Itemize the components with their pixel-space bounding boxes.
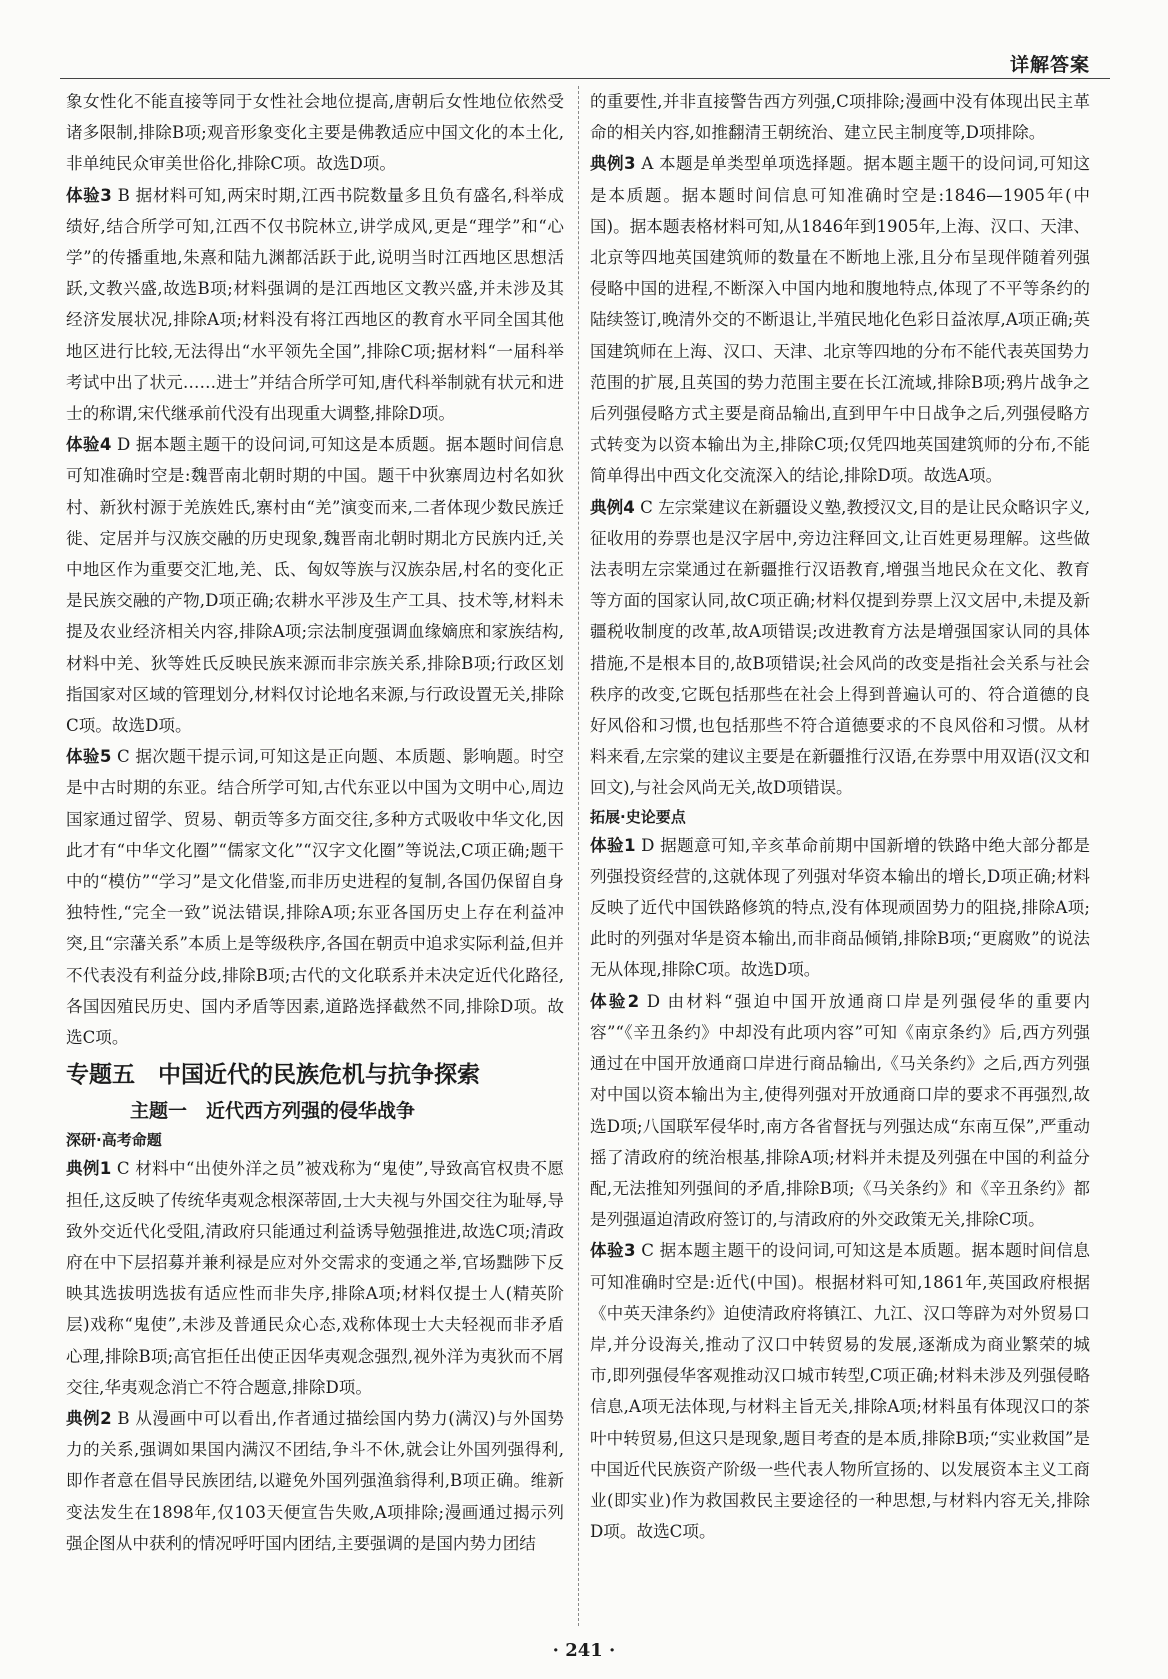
ext-experience-2-label: 体验2	[590, 991, 640, 1011]
experience-4-paragraph	[66, 429, 564, 741]
example-2-text: B 从漫画中可以看出,作者通过描绘国内势力(满汉)与外国势力的关系,强调如果国内满汉不团结,争斗不休,就会让外国列强得利,即作者意在倡导民族团结,以避免外国列强渔翁得利,B项正确。维新变法发生在1898年,仅103天便宣告失败,A项排除;漫画通过揭示列强企图从中获利的情况呼吁国内团结,主要强调的是国内势力团结	[66, 1408, 564, 1553]
example-2-label: 典例2	[66, 1408, 112, 1428]
example-3-label: 典例3	[590, 154, 636, 174]
example-4-label: 典例4	[590, 497, 635, 517]
section-heading-exam: 深研·高考命题	[66, 1131, 162, 1150]
right-column	[590, 86, 1090, 1547]
example-2-continued: 的重要性,并非直接警告西方列强,C项排除;漫画中没有体现出民主革命的相关内容,如推翻清王朝统治、建立民主制度等,D项排除。	[590, 92, 1090, 143]
ext-experience-1-label: 体验1	[590, 835, 636, 855]
ext-experience-3-text: C 据本题主题干的设问词,可知这是本质题。据本题时间信息可知准确时空是:近代(中国)。根据材料可知,1861年,英国政府根据《中英天津条约》迫使清政府将镇江、九江、汉口等辟为对外贸易口岸,并分设海关,推动了汉口中转贸易的发展,逐渐成为商业繁荣的城市,即列强侵华客观推动汉口城市转型,C项正确;材料未涉及列强侵略信息,A项无法体现,与材料主旨无关,排除A项;材料虽有体现汉口的茶叶中转贸易,但这只是现象,题目考查的是本质,排除B项;“实业救国”是中国近代民族资产阶级一些代表人物所宣扬的、以发展资本主义工商业(即实业)作为救国救民主要途径的一种思想,与材料内容无关,排除D项。故选C项。	[590, 1241, 1090, 1542]
left-column	[66, 86, 564, 1559]
example-4-text: C 左宗棠建议在新疆设义塾,教授汉文,目的是让民众略识字义,征收用的券票也是汉字居中,旁边注释回文,让百姓更易理解。这些做法表明左宗棠通过在新疆推行汉语教育,增强当地民众在文化、教育等方面的国家认同,故C项正确;材料仅提到券票上汉文居中,未提及新疆税收制度的改革,故A项错误;改进教育方法是增强国家认同的具体措施,不是根本目的,故B项错误;社会风尚的改变是指社会关系与社会秩序的改变,它既包括那些在社会上得到普遍认可的、符合道德的良好风俗和习惯,也包括那些不符合道德要求的不良风俗和习惯。从材料来看,左宗棠的建议主要是在新疆推行汉语,在券票中用双语(汉文和回文),与社会风尚无关,故D项错误。	[590, 497, 1090, 798]
page-number: · 241 ·	[552, 1640, 616, 1661]
sub-title: 主题一 近代西方列强的侵华战争	[130, 1100, 416, 1123]
experience-5-paragraph	[66, 741, 564, 1053]
example-2-paragraph	[66, 1403, 564, 1559]
experience-5-label: 体验5	[66, 747, 112, 767]
experience-5-text: C 据次题干提示词,可知这是正向题、本质题、影响题。时空是中古时期的东亚。结合所学可知,古代东亚以中国为文明中心,周边国家通过留学、贸易、朝贡等多方面交往,多种方式吸收中华文化,因此才有“中华文化圈”“儒家文化”“汉字文化圈”等说法,C项正确;题干中的“模仿”“学习”是文化借鉴,而非历史进程的复制,各国仍保留自身独特性,“完全一致”说法错误,排除A项;东亚各国历史上存在利益冲突,且“宗藩关系”本质上是等级秩序,各国在朝贡中追求实际利益,但并不代表没有利益分歧,排除B项;古代的文化联系并未决定近代化路径,各国因殖民历史、国内矛盾等因素,道路选择截然不同,排除D项。故选C项。	[66, 747, 564, 1048]
ext-experience-2-paragraph	[590, 986, 1090, 1236]
intro-paragraph: 象女性化不能直接等同于女性社会地位提高,唐朝后女性地位依然受诸多限制,排除B项;观音形象变化主要是佛教适应中国文化的本土化,非单纯民众审美世俗化,排除C项。故选D项。	[66, 92, 564, 174]
ext-experience-1-text: D 据题意可知,辛亥革命前期中国新增的铁路中绝大部分都是列强投资经营的,这就体现了列强对华资本输出的增长,D项正确;材料反映了近代中国铁路修筑的特点,没有体现顽固势力的阻挠,排除A项;此时的列强对华是资本输出,而非商品倾销,排除B项;“更腐败”的说法无从体现,排除C项。故选D项。	[590, 835, 1090, 980]
experience-3-label: 体验3	[66, 185, 112, 205]
example-1-text: C 材料中“出使外洋之员”被戏称为“鬼使”,导致高官权贵不愿担任,这反映了传统华夷观念根深蒂固,士大夫视与外国交往为耻辱,导致外交近代化受阻,清政府只能通过利益诱导勉强推进,故选C项;清政府在中下层招募并兼利禄是应对外交需求的变通之举,官场黜陟下反映其选拔明选拔有适应性而非失序,排除A项;材料仅提士人(精英阶层)戏称“鬼使”,未涉及普通民众心态,戏称体现士大夫轻视而非矛盾心理,排除B项;高官拒任出使正因华夷观念强烈,视外洋为夷狄而不屑交往,华夷观念消亡不符合题意,排除D项。	[66, 1159, 564, 1397]
example-1-label: 典例1	[66, 1159, 112, 1179]
ext-experience-2-text: D 由材料“强迫中国开放通商口岸是列强侵华的重要内容”“《辛丑条约》中却没有此项内容”可知《南京条约》后,西方列强通过在中国开放通商口岸进行商品输出,《马关条约》之后,西方列强对中国以资本输出为主,使得列强对开放通商口岸的要求不再强烈,故选D项;八国联军侵华时,南方各省督抚与列强达成“东南互保”,严重动摇了清政府的统治根基,排除A项;材料并未提及列强在中国的利益分配,无法推知列强间的矛盾,排除B项;《马关条约》和《辛丑条约》都是列强逼迫清政府签订的,与清政府的外交政策无关,排除C项。	[590, 991, 1090, 1230]
example-1-paragraph	[66, 1153, 564, 1403]
example-4-paragraph	[590, 492, 1090, 804]
topic-title: 专题五 中国近代的民族危机与抗争探索	[66, 1062, 480, 1089]
experience-4-text: D 据本题主题干的设问词,可知这是本质题。据本题时间信息可知准确时空是:魏晋南北朝时期的中国。题干中狄寨周边村名如狄村、新狄村源于羌族姓氏,寨村由“羌”演变而来,二者体现少数民族迁徙、定居并与汉族交融的历史现象,魏晋南北朝时期北方民族内迁,关中地区作为重要交汇地,羌、氐、匈奴等族与汉族杂居,村名的变化正是民族交融的产物,D项正确;农耕水平涉及生产工具、技术等,材料未提及农业经济相关内容,排除A项;宗法制度强调血缘嫡庶和家族结构,材料中羌、狄等姓氏反映民族来源而非宗族关系,排除B项;行政区划指国家对区域的管理划分,材料仅讨论地名来源,与行政设置无关,排除C项。故选D项。	[66, 435, 564, 736]
experience-4-label: 体验4	[66, 435, 112, 455]
example-3-paragraph	[590, 148, 1090, 491]
ext-experience-1-paragraph	[590, 830, 1090, 986]
example-3-text: A 本题是单类型单项选择题。据本题主题干的设问词,可知这是本质题。据本题时间信息可知准确时空是:1846—1905年(中国)。据本题表格材料可知,从1846年到1905年,上海、汉口、天津、北京等四地英国建筑师的数量在不断地上涨,且分布呈现伴随着列强侵略中国的进程,不断深入中国内地和腹地特点,体现了不平等条约的陆续签订,晚清外交的不断退让,半殖民地化色彩日益浓厚,A项正确;英国建筑师在上海、汉口、天津、北京等四地的分布不能代表英国势力范围的扩展,且英国的势力范围主要在长江流域,排除B项;鸦片战争之后列强侵略方式主要是商品输出,直到甲午中日战争之后,列强侵略方式转变为以资本输出为主,排除C项;仅凭四地英国建筑师的分布,不能简单得出中西文化交流深入的结论,排除D项。故选A项。	[590, 154, 1090, 486]
ext-experience-3-paragraph	[590, 1235, 1090, 1547]
section-heading-extension: 拓展·史论要点	[590, 807, 686, 826]
column-divider	[578, 86, 579, 1626]
experience-3-text: B 据材料可知,两宋时期,江西书院数量多且负有盛名,科举成绩好,结合所学可知,江西不仅书院林立,讲学成风,更是“理学”和“心学”的传播重地,朱熹和陆九渊都活跃于此,说明当时江西地区思想活跃,文教兴盛,故选B项;材料强调的是江西地区文教兴盛,并未涉及其经济发展状况,排除A项;材料没有将江西地区的教育水平同全国其他地区进行比较,无法得出“水平领先全国”,排除C项;据材料“一届科举考试中出了状元……进士”并结合所学可知,唐代科举制就有状元和进士的称谓,宋代继承前代没有出现重大调整,排除D项。	[66, 185, 565, 424]
header-rule	[60, 78, 1110, 79]
experience-3-paragraph	[66, 180, 564, 430]
ext-experience-3-label: 体验3	[590, 1241, 636, 1261]
header-title: 详解答案	[1009, 54, 1090, 76]
